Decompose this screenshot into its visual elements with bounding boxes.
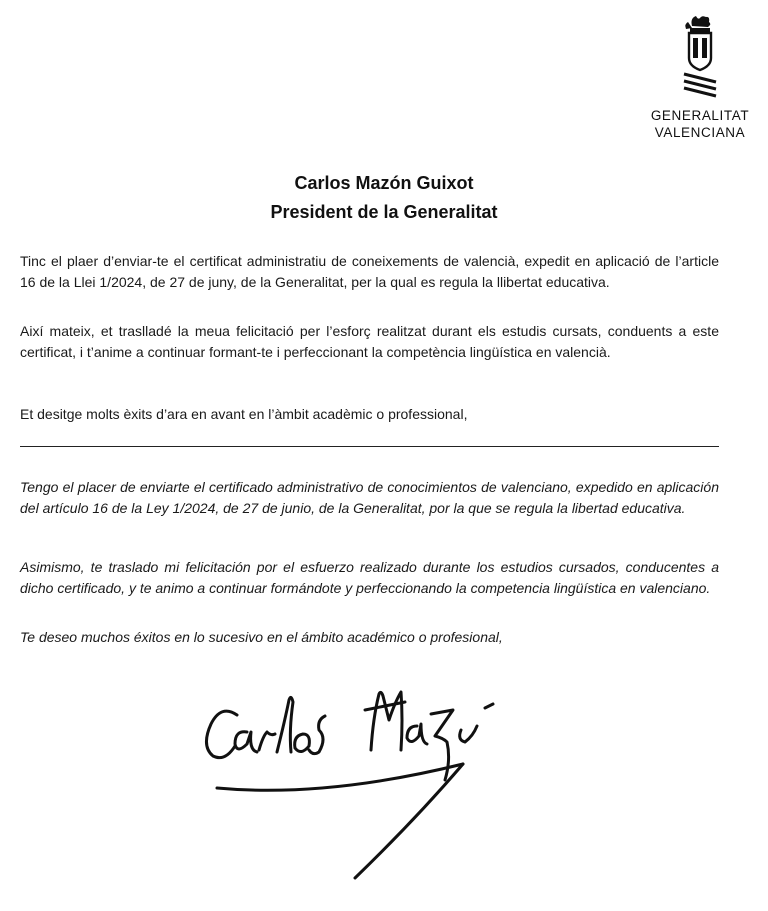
logo-line-generalitat: GENERALITAT [650, 108, 750, 123]
handwritten-signature-icon [195, 680, 535, 885]
logo-line-valenciana: VALENCIANA [654, 125, 746, 140]
generalitat-valenciana-crest-icon [682, 14, 718, 102]
language-divider [20, 446, 719, 447]
generalitat-logo [640, 14, 760, 144]
sender-title: President de la Generalitat [270, 202, 498, 222]
sender-name: Carlos Mazón Guixot [294, 173, 474, 193]
spanish-paragraph: Asimismo, te traslado mi felicitación por el esfuerzo realizado durante los estudios cursados, conducentes a dicho certificado, y te animo a continuar formándote y perfeccionando la competencia lingüística en valenciano. [20, 559, 719, 597]
valencian-paragraph: Així mateix, et traslladé la meua felicitació per l’esforç realitzat durant els estudis cursats, conduents a este certificat, i t’anime a continuar formant-te i perfeccionant la competència lingüística en valencià. [20, 323, 719, 361]
spanish-paragraph: Te deseo muchos éxitos en lo sucesivo en el ámbito académico o profesional, [20, 629, 503, 645]
valencian-paragraph: Tinc el plaer d’enviar-te el certificat administratiu de coneixements de valencià, expedit en aplicació de l’article 16 de la Llei 1/2024, de 27 de juny, de la Generalitat, per la qual es regula la llibertat educativa. [20, 253, 719, 291]
spanish-paragraph: Tengo el placer de enviarte el certificado administrativo de conocimientos de valenciano, expedido en aplicación del artículo 16 de la Ley 1/2024, de 27 de junio, de la Generalitat, por la que se regula la libertad educativa. [20, 479, 719, 517]
valencian-paragraph: Et desitge molts èxits d’ara en avant en l’àmbit acadèmic o professional, [20, 406, 468, 422]
